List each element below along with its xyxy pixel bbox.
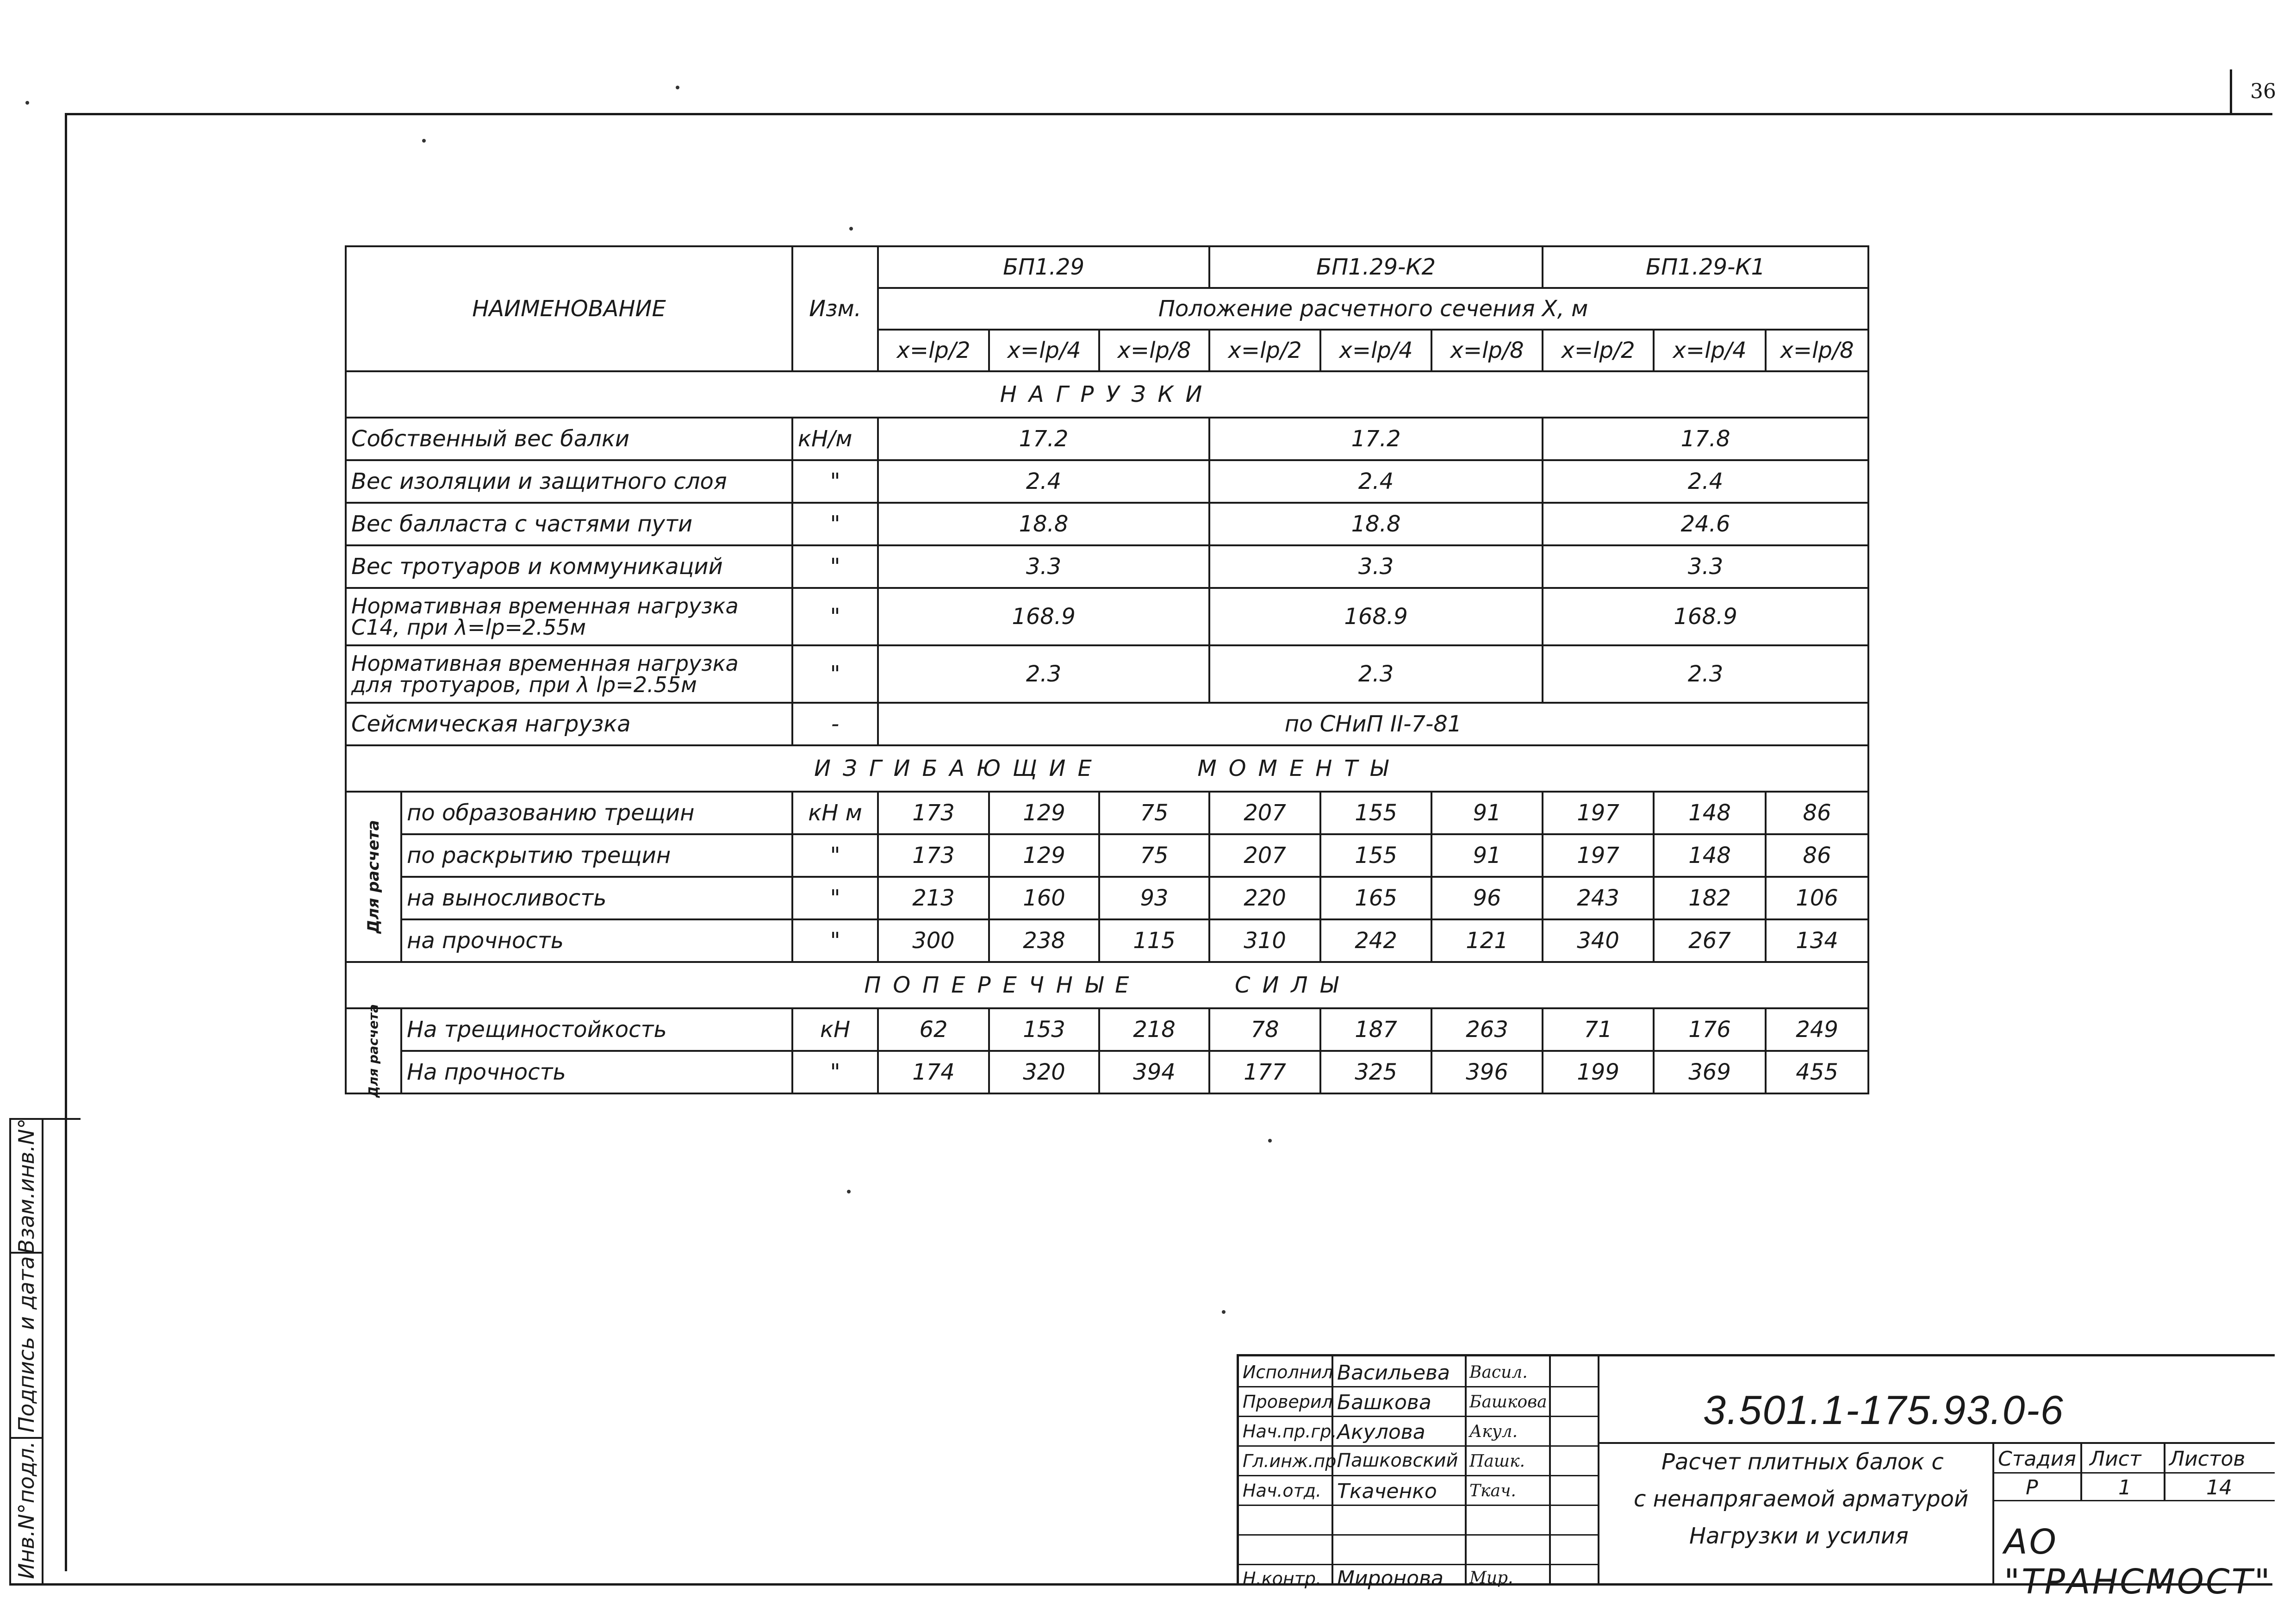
seismic-name: Сейсмическая нагрузка [346, 703, 792, 745]
shear-unit: кН [792, 1008, 878, 1051]
side-stamp [9, 1118, 81, 1585]
moment-unit: " [792, 877, 878, 919]
tb-rule [1239, 1564, 1598, 1565]
load-name [346, 645, 792, 703]
tb-divider [1549, 1356, 1551, 1586]
moment-value: 121 [1431, 919, 1543, 962]
role-group-head: Нач.пр.гр. [1243, 1421, 1337, 1442]
moment-value: 242 [1320, 919, 1431, 962]
table-row [346, 545, 1868, 588]
beam-bp129-k2: БП1.29-К2 [1209, 246, 1543, 288]
shear-value: 325 [1320, 1051, 1431, 1093]
stamp-replacement-label: Взам.инв.N° [14, 1118, 39, 1254]
moment-value: 86 [1766, 834, 1868, 877]
table-row [346, 503, 1868, 545]
load-value: 3.3 [878, 545, 1209, 588]
stage-value: Р [2026, 1476, 2038, 1499]
load-name-line: для тротуаров, при λ lр=2.55м [351, 672, 697, 697]
tb-rule [1239, 1534, 1598, 1536]
section-moments-row [346, 745, 1868, 792]
table-row [346, 703, 1868, 745]
signature: Акул. [1469, 1422, 1518, 1441]
moment-value: 93 [1099, 877, 1209, 919]
tb-divider [1598, 1356, 1599, 1586]
moment-unit: " [792, 919, 878, 962]
section-loads-row [346, 371, 1868, 418]
document-title-line: с ненапрягаемой арматурой [1634, 1486, 1969, 1512]
position-cell: x=lp/8 [1766, 330, 1868, 371]
position-cell: x=lp/2 [1543, 330, 1654, 371]
load-name: Вес тротуаров и коммуникаций [346, 545, 792, 588]
signature: Пашк. [1469, 1452, 1525, 1471]
loads-and-forces-table [345, 245, 1869, 1098]
moment-value: 197 [1543, 834, 1654, 877]
moment-value: 86 [1766, 792, 1868, 834]
stamp-cell-signature [11, 1252, 44, 1439]
shear-value: 263 [1431, 1008, 1543, 1051]
tb-rule [1239, 1386, 1598, 1387]
seismic-value: по СНиП II-7-81 [878, 703, 1868, 745]
shear-value: 396 [1431, 1051, 1543, 1093]
load-value: 2.4 [1543, 460, 1868, 503]
position-cell: x=lp/8 [1431, 330, 1543, 371]
shear-value: 455 [1766, 1051, 1868, 1093]
corner-mark [2230, 69, 2232, 115]
header-name: НАИМЕНОВАНИЕ [346, 246, 792, 371]
shear-value: 394 [1099, 1051, 1209, 1093]
load-unit: " [792, 545, 878, 588]
section-shear-row [346, 962, 1868, 1008]
moment-value: 155 [1320, 792, 1431, 834]
moment-value: 106 [1766, 877, 1868, 919]
beam-bp129: БП1.29 [878, 246, 1209, 288]
stamp-cell-replacement [11, 1120, 44, 1254]
moment-value: 129 [989, 834, 1099, 877]
moment-value: 207 [1209, 834, 1320, 877]
tb-divider [1992, 1442, 1994, 1586]
load-unit: " [792, 460, 878, 503]
section-shear [346, 962, 1868, 1008]
load-value: 168.9 [878, 588, 1209, 645]
shear-name: На прочность [401, 1051, 792, 1093]
shear-side-label: Для расчета [366, 1004, 381, 1098]
section-moments-part: ИЗГИБАЮЩИЕ [814, 756, 1104, 781]
moment-value: 182 [1654, 877, 1766, 919]
shear-name: На трещиностойкость [401, 1008, 792, 1051]
moment-value: 165 [1320, 877, 1431, 919]
name-executor: Васильева [1337, 1361, 1450, 1385]
moment-value: 115 [1099, 919, 1209, 962]
shear-value: 62 [878, 1008, 989, 1051]
moment-value: 96 [1431, 877, 1543, 919]
section-shear-part: СИЛЫ [1235, 972, 1350, 998]
section-shear-part: ПОПЕРЕЧНЫЕ [864, 972, 1141, 998]
position-cell: x=lp/4 [1654, 330, 1766, 371]
name-group-head: Акулова [1337, 1420, 1425, 1444]
moment-name: по раскрытию трещин [401, 834, 792, 877]
load-name-line: С14, при λ=lр=2.55м [351, 615, 586, 640]
load-unit: " [792, 645, 878, 703]
moment-value: 173 [878, 792, 989, 834]
calc-side-label-cell [346, 792, 401, 962]
moment-value: 207 [1209, 792, 1320, 834]
sheet-label: Лист [2090, 1447, 2141, 1471]
table-row [346, 792, 1868, 834]
moment-value: 75 [1099, 792, 1209, 834]
sheets-label: Листов [2169, 1447, 2246, 1471]
tb-divider [2080, 1442, 2082, 1500]
moment-name: на прочность [401, 919, 792, 962]
tb-rule [1992, 1472, 2275, 1474]
tb-divider [1465, 1356, 1467, 1586]
document-title-line: Нагрузки и усилия [1689, 1523, 1909, 1549]
moment-value: 213 [878, 877, 989, 919]
sheet-frame-top [65, 113, 2272, 115]
moment-value: 148 [1654, 792, 1766, 834]
table-row [346, 645, 1868, 703]
load-name: Вес балласта с частями пути [346, 503, 792, 545]
load-value: 168.9 [1543, 588, 1868, 645]
moment-unit: " [792, 834, 878, 877]
page-number: 36 [2250, 80, 2276, 103]
moment-value: 220 [1209, 877, 1320, 919]
load-unit: " [792, 588, 878, 645]
moment-value: 75 [1099, 834, 1209, 877]
moment-unit: кН м [792, 792, 878, 834]
shear-value: 199 [1543, 1051, 1654, 1093]
position-label: Положение расчетного сечения Х, м [878, 288, 1868, 330]
moment-value: 197 [1543, 792, 1654, 834]
moment-name: по образованию трещин [401, 792, 792, 834]
role-norm-control: Н.контр. [1243, 1568, 1322, 1589]
load-value: 24.6 [1543, 503, 1868, 545]
tb-rule [1239, 1445, 1598, 1447]
scan-speck [849, 227, 853, 231]
load-value: 17.2 [878, 418, 1209, 460]
position-cell: x=lp/4 [989, 330, 1099, 371]
load-value: 2.3 [878, 645, 1209, 703]
moment-value: 300 [878, 919, 989, 962]
shear-value: 71 [1543, 1008, 1654, 1051]
load-value: 3.3 [1543, 545, 1868, 588]
role-executor: Исполнил [1243, 1362, 1333, 1382]
signature: Ткач. [1469, 1481, 1516, 1500]
table-row [346, 877, 1868, 919]
tb-rule [1239, 1505, 1598, 1506]
load-value: 2.3 [1543, 645, 1868, 703]
load-value: 18.8 [878, 503, 1209, 545]
shear-value: 249 [1766, 1008, 1868, 1051]
calc-side-label: Для расчета [364, 820, 383, 934]
beam-bp129-k1: БП1.29-К1 [1543, 246, 1868, 288]
scan-speck [1222, 1310, 1226, 1314]
scan-speck [1268, 1139, 1272, 1143]
shear-value: 320 [989, 1051, 1099, 1093]
shear-value: 78 [1209, 1008, 1320, 1051]
shear-value: 176 [1654, 1008, 1766, 1051]
shear-value: 187 [1320, 1008, 1431, 1051]
moment-value: 148 [1654, 834, 1766, 877]
seismic-unit: - [792, 703, 878, 745]
table-row [346, 1051, 1868, 1093]
load-value: 2.3 [1209, 645, 1543, 703]
moment-value: 173 [878, 834, 989, 877]
company-name: АО "ТРАНСМОСТ" [2004, 1522, 2272, 1602]
stage-label: Стадия [1998, 1447, 2076, 1471]
load-value: 18.8 [1209, 503, 1543, 545]
moment-value: 340 [1543, 919, 1654, 962]
table-row [346, 919, 1868, 962]
position-cell: x=lp/4 [1320, 330, 1431, 371]
position-cell: x=lp/8 [1099, 330, 1209, 371]
table-row [346, 1008, 1868, 1051]
load-value: 2.4 [878, 460, 1209, 503]
name-norm-control: Миронова [1337, 1567, 1444, 1590]
load-name-line: Нормативная временная нагрузка [351, 651, 739, 676]
scan-speck [676, 86, 679, 89]
shear-value: 218 [1099, 1008, 1209, 1051]
moment-value: 91 [1431, 834, 1543, 877]
load-unit: кН/м [792, 418, 878, 460]
shear-value: 153 [989, 1008, 1099, 1051]
moment-value: 91 [1431, 792, 1543, 834]
load-name: Вес изоляции и защитного слоя [346, 460, 792, 503]
signature: Васил. [1469, 1363, 1528, 1382]
header-unit: Изм. [792, 246, 878, 371]
load-unit: " [792, 503, 878, 545]
table-row [346, 588, 1868, 645]
load-value: 17.8 [1543, 418, 1868, 460]
tb-rule [1239, 1416, 1598, 1417]
header-row-beams [346, 246, 1868, 288]
signature: Башкова [1469, 1393, 1547, 1412]
moment-value: 267 [1654, 919, 1766, 962]
tb-divider [2164, 1442, 2165, 1500]
tb-rule [1239, 1475, 1598, 1476]
signature: Мир. [1469, 1568, 1513, 1587]
scan-speck [25, 101, 29, 105]
section-moments-part: МОМЕНТЫ [1197, 756, 1400, 781]
moment-value: 238 [989, 919, 1099, 962]
table-row [346, 834, 1868, 877]
name-checker: Башкова [1337, 1391, 1431, 1414]
shear-unit: " [792, 1051, 878, 1093]
stamp-signature-label: Подпись и дата [14, 1256, 39, 1433]
load-value: 168.9 [1209, 588, 1543, 645]
load-value: 17.2 [1209, 418, 1543, 460]
load-name-line: Нормативная временная нагрузка [351, 593, 739, 618]
document-title-line: Расчет плитных балок с [1661, 1449, 1944, 1475]
shear-value: 174 [878, 1051, 989, 1093]
position-cell: x=lp/2 [1209, 330, 1320, 371]
moment-value: 243 [1543, 877, 1654, 919]
moment-value: 160 [989, 877, 1099, 919]
shear-value: 369 [1654, 1051, 1766, 1093]
moment-name: на выносливость [401, 877, 792, 919]
name-dept-head: Ткаченко [1337, 1480, 1437, 1503]
moment-value: 134 [1766, 919, 1868, 962]
name-chief-engineer: Пашковский [1337, 1450, 1458, 1471]
document-code: 3.501.1-175.93.0-6 [1703, 1387, 2064, 1433]
load-value: 3.3 [1209, 545, 1543, 588]
stamp-inventory-label: Инв.N°подл. [14, 1441, 39, 1579]
section-loads: НАГРУЗКИ [346, 371, 1868, 418]
load-value: 2.4 [1209, 460, 1543, 503]
sheets-value: 14 [2206, 1476, 2232, 1499]
table-row [346, 418, 1868, 460]
load-name [346, 588, 792, 645]
load-name: Собственный вес балки [346, 418, 792, 460]
role-checker: Проверил [1243, 1392, 1333, 1412]
stamp-cell-inventory [11, 1437, 44, 1585]
scan-speck [847, 1190, 851, 1193]
position-cell: x=lp/2 [878, 330, 989, 371]
table-row [346, 460, 1868, 503]
role-dept-head: Нач.отд. [1243, 1480, 1322, 1501]
moment-value: 155 [1320, 834, 1431, 877]
sheet-value: 1 [2118, 1476, 2131, 1499]
role-chief-engineer: Гл.инж.пр. [1243, 1451, 1342, 1471]
section-moments [346, 745, 1868, 792]
shear-value: 177 [1209, 1051, 1320, 1093]
tb-rule [1992, 1500, 2275, 1501]
moment-value: 129 [989, 792, 1099, 834]
scan-speck [422, 139, 426, 143]
tb-rule [1598, 1442, 2275, 1444]
shear-side-label-cell [346, 1004, 401, 1098]
moment-value: 310 [1209, 919, 1320, 962]
